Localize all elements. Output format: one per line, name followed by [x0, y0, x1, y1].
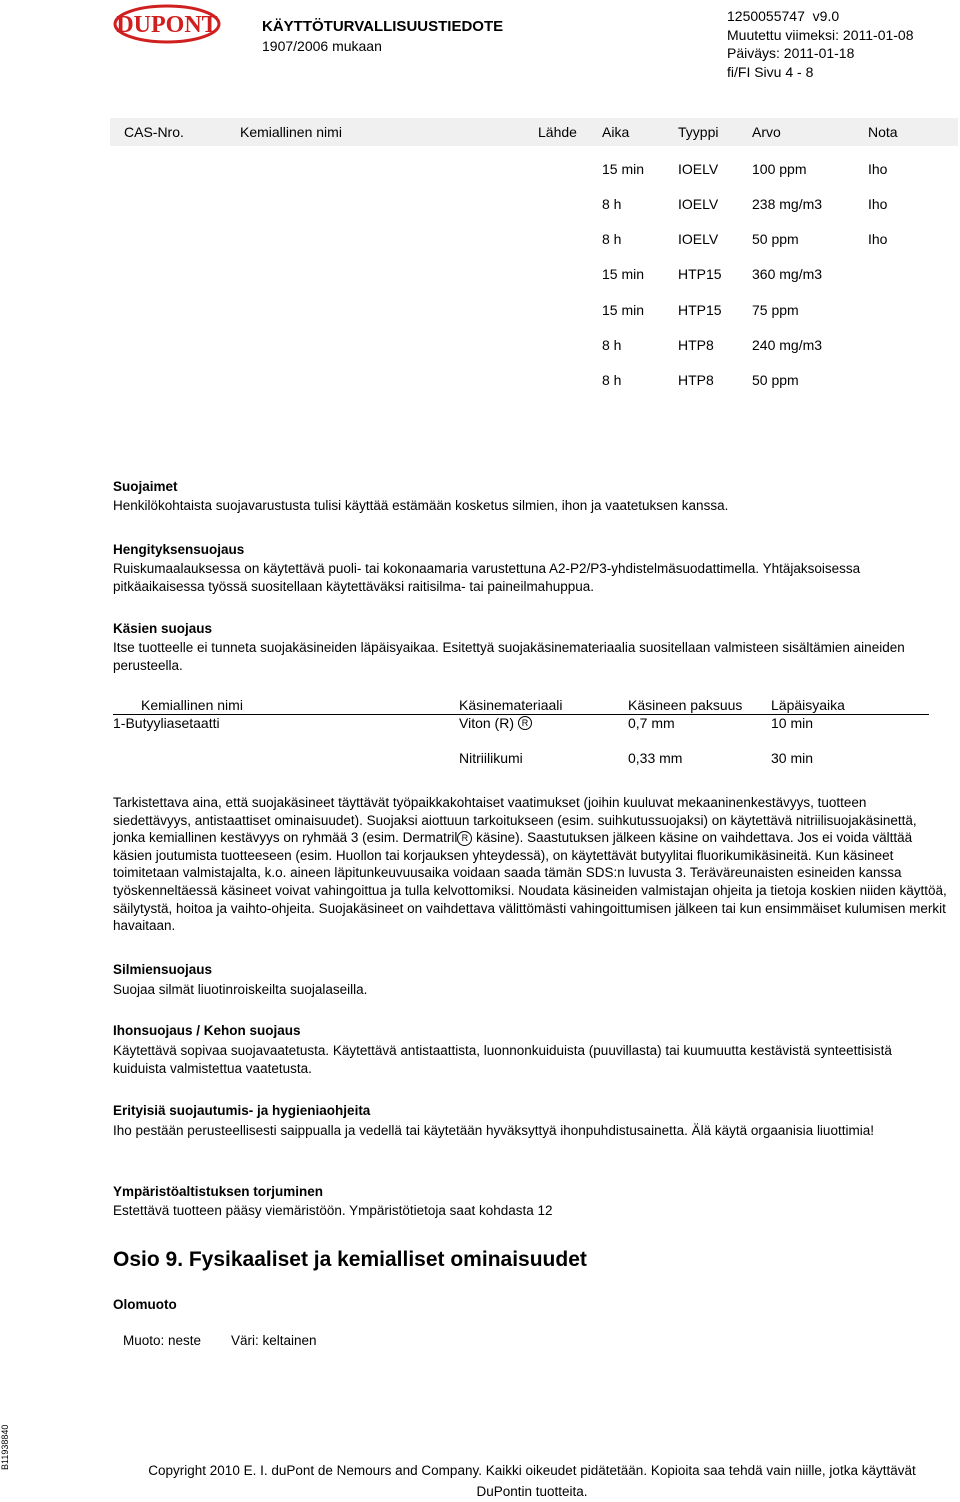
cell-value: 100 ppm [752, 161, 807, 177]
glove-cell-time: 10 min [771, 715, 814, 731]
col-note: Nota [868, 124, 898, 140]
cell-type: HTP15 [678, 302, 722, 318]
text-erityisia: Iho pestään perusteellisesti saippualla ja vedellä tai käytetään hyväksyttyä ihonpuhdistusainetta. Älä käytä orgaanisia liuottimia! [113, 1123, 874, 1138]
cell-value: 360 mg/m3 [752, 266, 823, 282]
vari-value: Väri: keltainen [231, 1333, 317, 1348]
issue-date: Päiväys: 2011-01-18 [727, 45, 855, 61]
cell-type: HTP15 [678, 266, 722, 282]
cell-time: 15 min [602, 302, 645, 318]
cell-time: 8 h [602, 372, 622, 388]
col-value: Arvo [752, 124, 781, 140]
cell-value: 75 ppm [752, 302, 799, 318]
glove-material-text: Viton (R) [459, 715, 514, 731]
glove-cell-name: 1-Butyyliasetaatti [113, 715, 220, 731]
text-ymparisto: Estettävä tuotteen pääsy viemäristöön. Ympäristötietoja saat kohdasta 12 [113, 1203, 553, 1218]
cell-type: IOELV [678, 231, 719, 247]
cell-note: Iho [868, 161, 888, 177]
cell-value: 240 mg/m3 [752, 337, 823, 353]
logo-text: DUPONT [116, 12, 218, 38]
page-number: fi/FI Sivu 4 - 8 [727, 63, 814, 80]
cell-time: 8 h [602, 231, 622, 247]
text-kasien: Itse tuotteelle ei tunneta suojakäsineiden läpäisyaikaa. Esitettyä suojakäsinemateriaalia suositellaan valmisteen sisältämien aineiden perusteella. [113, 640, 905, 673]
heading-hengitys: Hengityksensuojaus [113, 542, 245, 557]
dupont-logo [113, 4, 221, 44]
cell-time: 15 min [602, 266, 645, 282]
cell-time: 15 min [602, 161, 645, 177]
text-ihon: Käytettävä sopivaa suojavaatetusta. Käytettävä antistaattista, luonnonkuiduista (puuvillasta) tai kuumuutta kestävistä synteettisistä kuiduista valmistettua vaatetusta. [113, 1043, 892, 1076]
heading-suojaimet: Suojaimet [113, 479, 178, 494]
cell-note: Iho [868, 196, 888, 212]
cell-value: 50 ppm [752, 231, 799, 247]
document-subtitle: 1907/2006 mukaan [262, 38, 382, 54]
heading-kasien: Käsien suojaus [113, 621, 213, 636]
heading-ihon: Ihonsuojaus / Kehon suojaus [113, 1023, 301, 1038]
cell-type: HTP8 [678, 337, 714, 353]
heading-erityisia: Erityisiä suojautumis- ja hygieniaohjeita [113, 1103, 371, 1118]
cell-value: 50 ppm [752, 372, 799, 388]
glove-cell-material: Nitriilikumi [459, 750, 523, 766]
doc-number: 1250055747 [727, 8, 805, 24]
section-9-title: Osio 9. Fysikaaliset ja kemialliset ominaisuudet [113, 1248, 587, 1271]
heading-ymparisto: Ympäristöaltistuksen torjuminen [113, 1184, 324, 1199]
col-name: Kemiallinen nimi [240, 124, 342, 140]
glove-cell-thickness: 0,33 mm [628, 750, 683, 766]
doc-version: v9.0 [812, 8, 840, 24]
limits-table-header [110, 118, 958, 146]
muoto-value: Muoto: neste [123, 1333, 202, 1348]
document-meta [727, 7, 914, 81]
col-time: Aika [602, 124, 630, 140]
text-suojaimet: Henkilökohtaista suojavarustusta tulisi käyttää estämään kosketus silmien, ihon ja vaatetuksen kanssa. [113, 498, 729, 513]
col-type: Tyyppi [678, 124, 719, 140]
side-code: B11938840 [0, 1424, 10, 1470]
col-cas: CAS-Nro. [124, 124, 184, 140]
cell-time: 8 h [602, 337, 622, 353]
glove-col-time: Läpäisyaika [771, 697, 845, 713]
cell-type: IOELV [678, 161, 719, 177]
glove-cell-thickness: 0,7 mm [628, 715, 675, 731]
heading-silmien: Silmiensuojaus [113, 962, 213, 977]
glove-col-material: Käsinemateriaali [459, 697, 563, 713]
text-silmien: Suojaa silmät liuotinroiskeilta suojalaseilla. [113, 982, 368, 997]
cell-time: 8 h [602, 196, 622, 212]
text-hengitys: Ruiskumaalauksessa on käytettävä puoli- tai kokonaamaria varustettuna A2-P2/P3-yhdistelmäsuodattimella. Yhtäjaksoisessa pitkäaikaisessa työssä suositellaan käytettäväksi raitisilma- tai paineilmahuppua. [113, 561, 861, 594]
registered-mark-icon: R [457, 831, 472, 846]
glove-col-thickness: Käsineen paksuus [628, 697, 743, 713]
col-source: Lähde [538, 124, 577, 140]
cell-type: IOELV [678, 196, 719, 212]
glove-cell-material [459, 715, 532, 731]
cell-type: HTP8 [678, 372, 714, 388]
cell-value: 238 mg/m3 [752, 196, 823, 212]
registered-mark-icon: R [518, 716, 532, 730]
heading-olomuoto: Olomuoto [113, 1297, 177, 1312]
modified-date: Muutettu viimeksi: 2011-01-08 [727, 26, 914, 43]
glove-cell-time: 30 min [771, 750, 814, 766]
document-title: KÄYTTÖTURVALLISUUSTIEDOTE [262, 18, 504, 35]
cell-note: Iho [868, 231, 888, 247]
glove-col-name: Kemiallinen nimi [141, 697, 243, 713]
glove-guidance-part2: käsine). Saastutuksen jälkeen käsine on vaihdettava. Jos ei voida välttää käsien joutumista tuotteeseen (esim. Huollon tai korjauksen yhteydessä), on käytettävät butyylitai fluorikumikäsineitä. Kun käsineet toimitetaan valmistajalta, k.o. aineen läpitunkeuvuusaika voidaan saada tämän SDS:n luvusta 3. Teräväreunaisten esineiden kanssa työskenneltäessä käsineet voivat vahingoittua ja tulla kelvottomiksi. Noudata käsineiden valmistajan ohjeita ja tietoja koskien niiden käyttöä, säilytystä, hoitoa ja vaihto-ohjeita. Suojakäsineet on vaihdettava välittömästi vahingoittumisen jälkeen tai kun ensimmäiset kulumisen merkit havaitaan. [113, 830, 947, 934]
glove-guidance-part1: Tarkistettava aina, että suojakäsineet täyttävät työpaikkakohtaiset vaatimukset (joihin kuuluvat mekaaninenkestävyys, tuotteen siedettävyys, antistaattiset ominaisuudet). Suojaksi aiottuun tarkoitukseen (esim. suihkutussuojaksi) on käytettävä nitriilisuojakäsinettä, jonka kemiallinen kestävyys on ryhmää 3 (esim. Dermatril [113, 795, 917, 846]
footer-copyright: Copyright 2010 E. I. duPont de Nemours and Company. Kaikki oikeudet pidätetään. Kopioita saa tehdä vain niille, jotka käyttävät DuPontin tuotteita. [148, 1463, 916, 1499]
text-glove-guidance [113, 794, 948, 935]
